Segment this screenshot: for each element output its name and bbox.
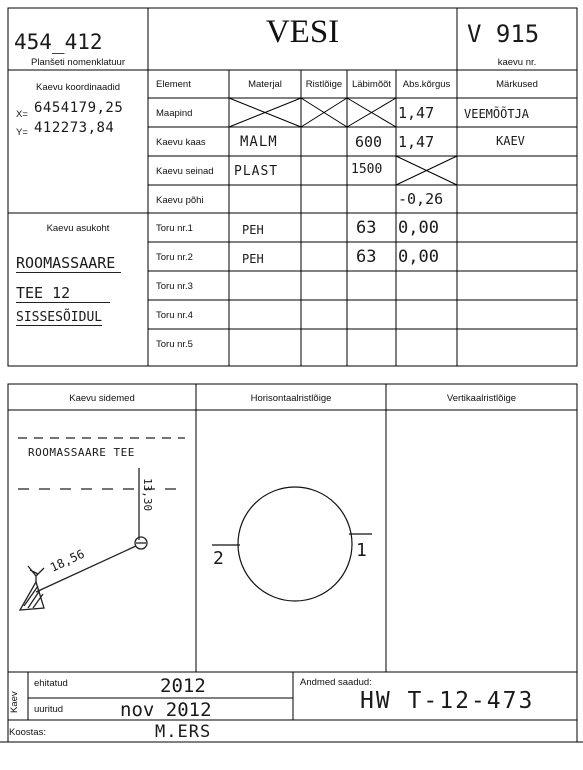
row-element: Toru nr.2 xyxy=(156,252,193,263)
row-notes: KAEV xyxy=(496,134,525,148)
row-element: Toru nr.1 xyxy=(156,223,193,234)
sketch-distance-vertical: 13,30 xyxy=(141,478,154,512)
col-header-material: Materjal xyxy=(248,79,282,90)
site-sketch xyxy=(18,438,185,610)
section-header-vertical: Vertikaalristlõige xyxy=(446,393,517,404)
x-prefix: X= xyxy=(16,109,28,120)
row-element: Kaevu seinad xyxy=(156,166,214,177)
row-notes: VEEMÕÕTJA xyxy=(464,107,530,121)
row-diameter: 600 xyxy=(355,133,383,151)
row-elevation: -0,26 xyxy=(398,190,444,208)
location-line-3: SISSESÕIDUL xyxy=(16,310,103,325)
nomenclature-value: 454_412 xyxy=(14,30,103,54)
horizontal-section-drawing xyxy=(212,487,372,601)
row-element: Maapind xyxy=(156,108,193,119)
pipe-label-right: 1 xyxy=(356,540,367,561)
sketch-distance-diagonal: 18,56 xyxy=(48,546,87,575)
row-element: Kaevu põhi xyxy=(156,195,204,206)
measured-label: uuritud xyxy=(34,704,64,715)
location-line-1: ROOMASSAARE xyxy=(16,254,121,273)
pipe-label-left: 2 xyxy=(213,548,224,569)
location-label: Kaevu asukoht xyxy=(46,223,110,234)
row-material: PEH xyxy=(242,223,264,237)
section-header-horizontal: Horisontaalristlõige xyxy=(250,393,332,404)
row-element: Toru nr.5 xyxy=(156,339,193,350)
nomenclature-label: Planšeti nomenklatuur xyxy=(31,57,125,68)
row-diameter: 1500 xyxy=(351,162,383,177)
sketch-street-label: ROOMASSAARE TEE xyxy=(28,446,135,459)
row-diameter: 63 xyxy=(356,218,377,238)
row-elevation: 1,47 xyxy=(398,133,435,151)
built-label: ehitatud xyxy=(34,678,68,689)
row-diameter: 63 xyxy=(356,247,377,267)
col-header-element: Element xyxy=(156,79,191,90)
row-elevation: 1,47 xyxy=(398,104,435,122)
coordinates-label: Kaevu koordinaadid xyxy=(36,82,120,93)
row-material: PLAST xyxy=(234,164,279,179)
row-material: MALM xyxy=(240,134,278,150)
well-number-label: kaevu nr. xyxy=(497,57,537,68)
y-prefix: Y= xyxy=(16,127,28,138)
col-header-elevation: Abs.kõrgus xyxy=(402,79,451,90)
row-material: PEH xyxy=(242,252,264,266)
source-value: HW T-12-473 xyxy=(360,688,535,714)
row-elevation: 0,00 xyxy=(398,247,439,267)
source-label: Andmed saadud: xyxy=(300,677,372,688)
measured-value: nov 2012 xyxy=(120,699,212,721)
row-elevation: 0,00 xyxy=(398,218,439,238)
section-header-connections: Kaevu sidemed xyxy=(69,393,135,404)
col-header-notes: Märkused xyxy=(496,79,538,90)
y-coordinate: 412273,84 xyxy=(34,120,115,136)
author-label: Koostas: xyxy=(9,727,46,738)
built-value: 2012 xyxy=(160,675,206,697)
location-line-2: TEE 12 xyxy=(16,284,110,303)
row-element: Toru nr.4 xyxy=(156,310,193,321)
author-value: M.ERS xyxy=(155,722,212,742)
well-number-value: V 915 xyxy=(467,20,540,48)
footer-side-label: Kaev xyxy=(9,691,20,713)
x-coordinate: 6454179,25 xyxy=(34,100,124,116)
row-element: Toru nr.3 xyxy=(156,281,193,292)
col-header-cross: Ristlõige xyxy=(305,79,343,90)
page-title: VESI xyxy=(265,14,340,50)
row-element: Kaevu kaas xyxy=(156,137,206,148)
col-header-diameter: Läbimõõt xyxy=(351,79,392,90)
